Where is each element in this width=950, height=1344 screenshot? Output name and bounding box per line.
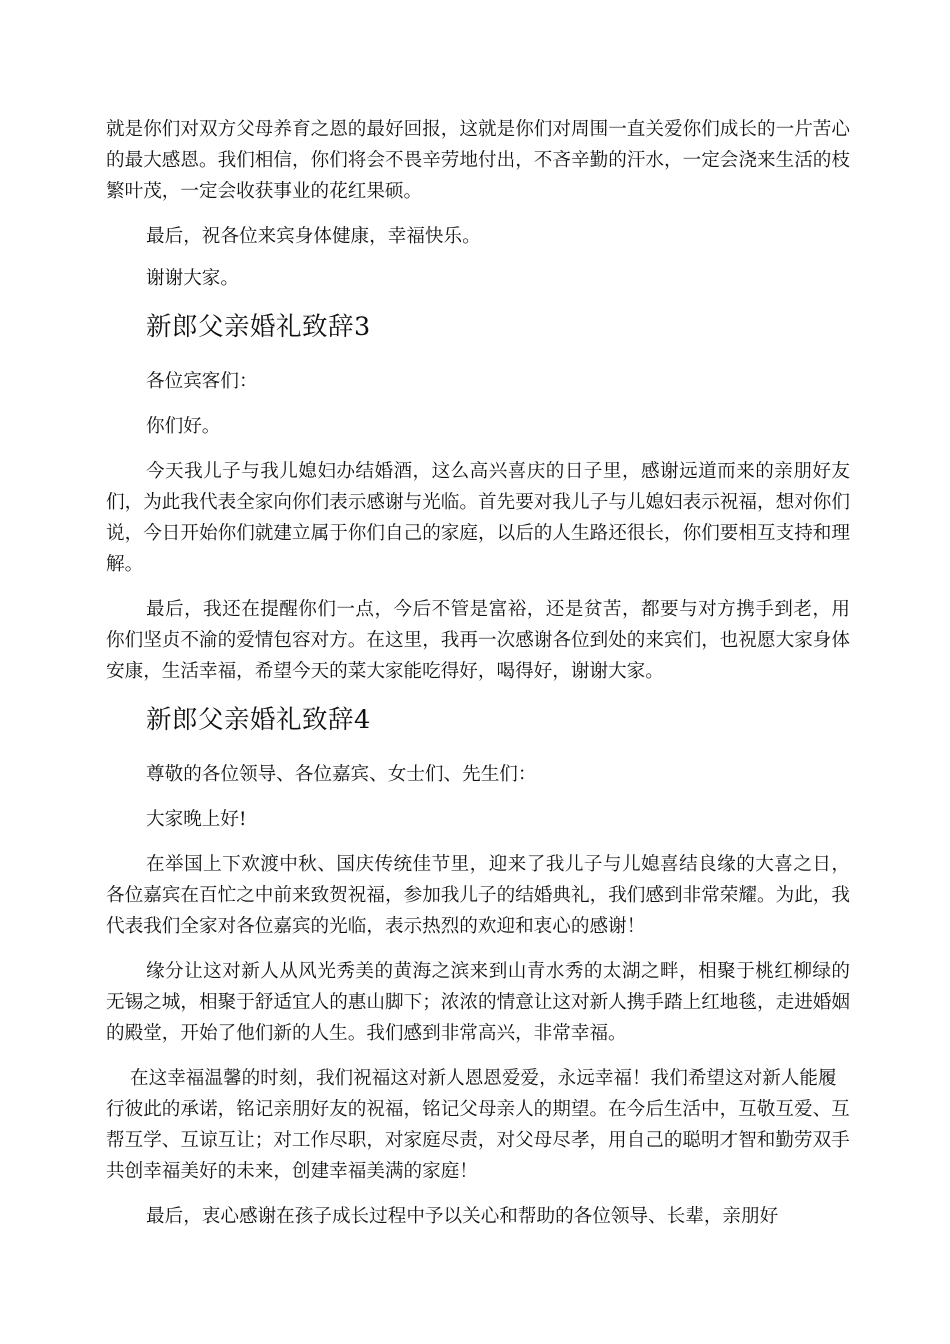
section-3-hello: 你们好。 [146,416,221,437]
section-4-paragraph: 在这幸福温馨的时刻，我们祝福这对新人恩恩爱爱，永远幸福！我们希望这对新人能履行彼此的承诺，铭记亲朋好友的祝福，铭记父母亲人的期望。在今后生活中，互敬互爱、互帮互学、互谅互让；对工作尽职，对家庭尽责，对父母尽孝，用自己的聪明才智和勤劳双手共创幸福美好的未来，创建幸福美满的家庭！ [106,1068,850,1182]
section-4-paragraph: 缘分让这对新人从风光秀美的黄海之滨来到山青水秀的太湖之畔，相聚于桃红柳绿的无锡之城，相聚于舒适宜人的惠山脚下；浓浓的情意让这对新人携手踏上红地毯，走进婚姻的殿堂，开始了他们新的人生。我们感到非常高兴，非常幸福。 [106,961,850,1044]
intro-paragraph: 就是你们对双方父母养育之恩的最好回报，这就是你们对周围一直关爱你们成长的一片苦心的最大感恩。我们相信，你们将会不畏辛劳地付出，不吝辛勤的汗水，一定会浇来生活的枝繁叶茂，一定会收获事业的花红果硕。 [106,119,850,202]
section-3-paragraph: 最后，我还在提醒你们一点，今后不管是富裕，还是贫苦，都要与对方携手到老，用你们坚贞不渝的爱情包容对方。在这里，我再一次感谢各位到处的来宾们，也祝愿大家身体安康，生活幸福，希望今天的菜大家能吃得好，喝得好，谢谢大家。 [106,599,850,682]
section-3-title: 新郎父亲婚礼致辞3 [146,312,371,342]
section-3-paragraph: 今天我儿子与我儿媳妇办结婚酒，这么高兴喜庆的日子里，感谢远道而来的亲朋好友们，为此我代表全家向你们表示感谢与光临。首先要对我儿子与儿媳妇表示祝福，想对你们说，今日开始你们就建立属于你们自己的家庭，以后的人生路还很长，你们要相互支持和理解。 [106,461,850,575]
section-4-hello: 大家晚上好! [146,809,247,830]
section-4-greeting: 尊敬的各位领导、各位嘉宾、女士们、先生们： [146,764,537,785]
closing-line: 最后，祝各位来宾身体健康，幸福快乐。 [146,226,481,247]
section-3-greeting: 各位宾客们： [146,371,258,392]
thanks-line: 谢谢大家。 [146,268,239,289]
section-4-paragraph: 在举国上下欢渡中秋、国庆传统佳节里，迎来了我儿子与儿媳喜结良缘的大喜之日，各位嘉宾在百忙之中前来致贺祝福，参加我儿子的结婚典礼，我们感到非常荣耀。为此，我代表我们全家对各位嘉宾的光临，表示热烈的欢迎和衷心的感谢！ [106,854,850,937]
section-4-title: 新郎父亲婚礼致辞4 [146,705,371,735]
section-4-paragraph: 最后，衷心感谢在孩子成长过程中予以关心和帮助的各位领导、长辈，亲朋好 [146,1206,779,1227]
document-page [106,114,850,1232]
